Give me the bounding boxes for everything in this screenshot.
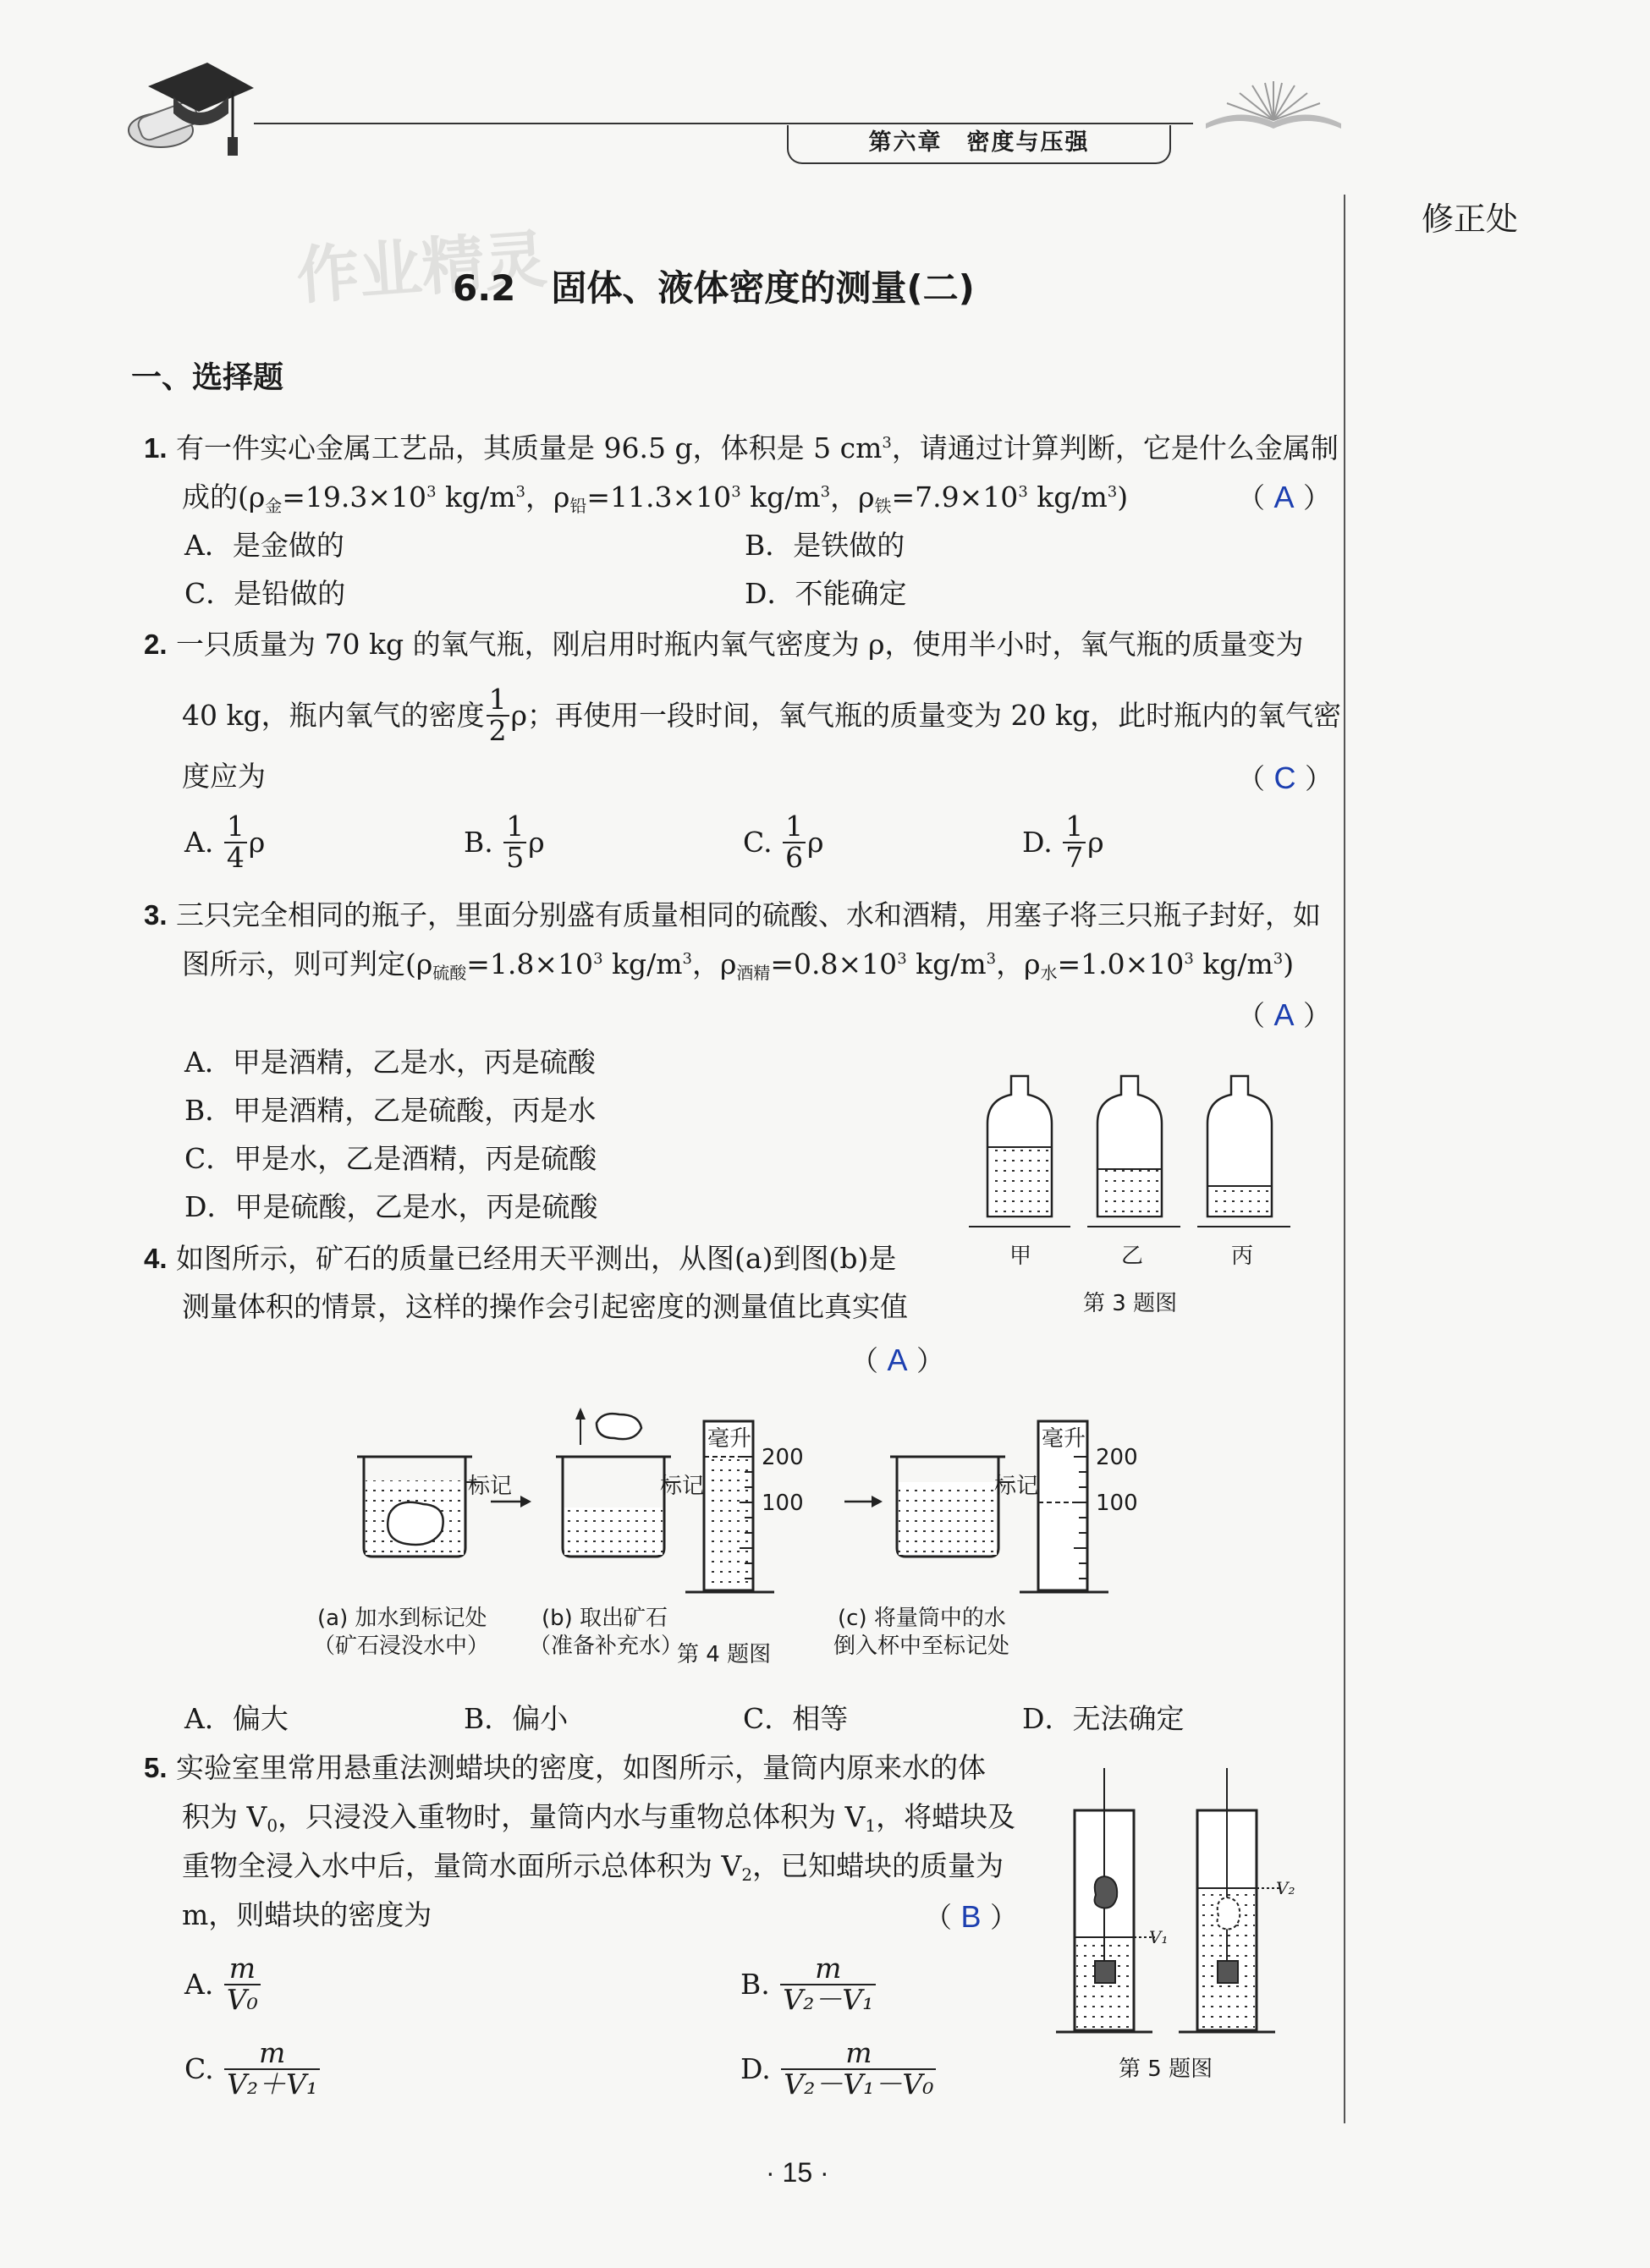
q2-opt-b-frac: [503, 812, 526, 872]
q3-option-c: C．甲是水，乙是酒精，丙是硫酸: [184, 1142, 597, 1175]
q5-number: 5.: [144, 1752, 168, 1783]
q2-opt-a-n: 1: [226, 810, 245, 843]
q1-sup: 3: [882, 434, 892, 452]
q2-line2-b: ρ；再使用一段时间，氧气瓶的质量变为 20 kg，此时瓶内的氧气密: [510, 698, 1342, 732]
arrow-b-to-c: [844, 1496, 883, 1507]
q1-option-d: D．不能确定: [745, 577, 907, 610]
q5-figure: [1049, 1768, 1337, 2098]
cylinder1-tick-100: 100: [762, 1491, 804, 1516]
close-1: ): [1117, 481, 1129, 513]
mark-label-a: 标记: [468, 1474, 513, 1499]
sub-lead: 铅: [569, 496, 587, 516]
q3-option-b: B．甲是酒精，乙是硫酸，丙是水: [184, 1094, 597, 1127]
page-title: 6.2 固体、液体密度的测量(二): [453, 267, 975, 309]
q3-line2-a: 图所示，则可判定(ρ: [182, 947, 433, 980]
sep-1: ，ρ: [525, 481, 570, 513]
caption-c-line1: (c) 将量筒中的水: [838, 1606, 1006, 1631]
margin-divider: [1344, 195, 1345, 2123]
q5-stem-line1: [144, 1751, 986, 1785]
q5-opt-d-n: m: [845, 2036, 872, 2069]
q5-answer: B: [960, 1899, 982, 1934]
q5-opt-a-d: V₀: [224, 1984, 261, 2015]
q4-answer: A: [887, 1343, 908, 1377]
q2-answer-bracket: （ C ）: [1237, 761, 1333, 795]
unit-1: kg/m: [436, 481, 516, 513]
caption-b-line1: (b) 取出矿石: [542, 1606, 668, 1631]
q3-answer-bracket: （ A ）: [1237, 997, 1332, 1032]
q4-number: 4.: [144, 1243, 168, 1274]
val-iron: =7.9×10: [891, 481, 1019, 513]
q1-answer: A: [1273, 480, 1295, 514]
wax-cylinder-left: [1056, 1768, 1155, 2032]
correction-label: 修正处: [1422, 200, 1519, 238]
q3-figure-caption: 第 3 题图: [1083, 1291, 1178, 1316]
chapter-label: 第六章 密度与压强: [868, 129, 1090, 156]
q2-opt-d-frac: [1063, 812, 1086, 872]
q3-line1: 三只完全相同的瓶子，里面分别盛有质量相同的硫酸、水和酒精，用塞子将三只瓶子封好，如: [176, 898, 1322, 931]
caption-b-line2: （准备补充水）: [529, 1634, 684, 1659]
q1-line2-a: 成的(ρ: [182, 481, 266, 513]
exp-3b: 3: [1107, 483, 1118, 501]
q1-stem-line1: [144, 431, 1339, 465]
q3-sep-1: ，ρ: [692, 947, 737, 980]
q5-option-d: [740, 2036, 938, 2101]
caption-c-line2: 倒入杯中至标记处: [833, 1634, 1010, 1659]
cylinder2-unit: 毫升: [1042, 1426, 1086, 1452]
header-rule: [254, 123, 1193, 124]
q3-exp-3b: 3: [1273, 950, 1284, 968]
q5-opt-b-frac: [780, 1954, 876, 2014]
q3-unit-1: kg/m: [602, 947, 683, 980]
q5-opt-d-frac: [781, 2036, 936, 2101]
q2-option-b: [464, 812, 545, 872]
sub-iron: 铁: [874, 496, 892, 516]
q4-stem-line2: 测量体积的情景，这样的操作会引起密度的测量值比真实值: [182, 1290, 908, 1323]
q3-exp-1b: 3: [682, 950, 692, 968]
chapter-tab: [787, 125, 1171, 164]
sub-alcohol: 酒精: [736, 963, 771, 983]
q1-number: 1.: [144, 432, 168, 464]
q3-option-d: D．甲是硫酸，乙是水，丙是硫酸: [184, 1190, 598, 1223]
q3-option-a: A．甲是酒精，乙是水，丙是硫酸: [184, 1046, 596, 1079]
q4-option-d: D．无法确定: [1022, 1702, 1185, 1735]
q2-opt-d-label: D.: [1022, 825, 1053, 859]
q3-close: ): [1283, 947, 1295, 980]
q5-sub-1: 1: [865, 1815, 877, 1836]
q2-opt-b-label: B.: [464, 825, 493, 859]
q5-opt-c-n: m: [258, 2036, 286, 2069]
cylinder1-tick-200: 200: [762, 1445, 804, 1470]
page-number: · 15 ·: [766, 2157, 829, 2188]
q2-frac-d: 2: [487, 715, 509, 746]
open-book-icon: [1202, 81, 1345, 132]
q5-sub-2: 2: [741, 1864, 753, 1885]
q3-stem-line1: [144, 898, 1321, 932]
q5-opt-a-frac: [224, 1954, 261, 2014]
q4-line1: 如图所示，矿石的质量已经用天平测出，从图(a)到图(b)是: [176, 1242, 897, 1275]
q1-text: 有一件实心金属工艺品，其质量是 96.5 g，体积是 5 cm: [176, 431, 883, 464]
q3-exp-3: 3: [1184, 950, 1194, 968]
q2-opt-c-label: C.: [743, 825, 773, 859]
q2-stem-line1: [144, 628, 1304, 662]
q1-option-b: B．是铁做的: [745, 529, 905, 562]
q2-opt-a-label: A.: [184, 825, 214, 859]
q2-opt-d-d: 7: [1063, 842, 1086, 873]
unit-3: kg/m: [1027, 481, 1108, 513]
q5-line3-b: ，已知蜡块的质量为: [752, 1849, 1004, 1882]
unit-2: kg/m: [740, 481, 821, 513]
q5-line2-b: ，只浸没入重物时，量筒内水与重物总体积为 V: [278, 1800, 866, 1833]
q5-opt-b-d: V₂－V₁: [780, 1984, 876, 2015]
q2-opt-c-d: 6: [783, 842, 806, 873]
q2-opt-a-d: 4: [224, 842, 247, 873]
q5-opt-b-label: B.: [740, 1967, 770, 2001]
q5-answer-bracket: （ B ）: [924, 1899, 1019, 1934]
q5-sub-0: 0: [267, 1815, 278, 1836]
caption-a-line2: （矿石浸没水中）: [313, 1634, 490, 1659]
q5-opt-c-d: V₂＋V₁: [224, 2068, 320, 2100]
q5-stem-line3: [182, 1849, 1004, 1885]
q4-stem-line1: [144, 1242, 896, 1276]
exp-3: 3: [1018, 483, 1028, 501]
val-gold: =19.3×10: [282, 481, 427, 513]
q5-option-c: [184, 2036, 322, 2101]
label-yi: 乙: [1121, 1244, 1144, 1269]
q2-option-c: [743, 812, 823, 872]
mark-label-c: 标记: [994, 1474, 1039, 1499]
q2-opt-b-rho: ρ: [528, 825, 545, 859]
q5-figure-caption: 第 5 题图: [1119, 2057, 1213, 2082]
q5-option-a: [184, 1954, 262, 2014]
q3-exp-1: 3: [593, 950, 603, 968]
label-jia: 甲: [1009, 1244, 1032, 1269]
q2-opt-b-n: 1: [506, 810, 525, 843]
q5-opt-c-frac: [224, 2036, 320, 2101]
val-acid: =1.8×10: [466, 947, 594, 980]
q4-figure: [313, 1404, 1142, 1675]
label-v1: V₁: [1149, 1927, 1169, 1947]
sub-water: 水: [1040, 963, 1058, 983]
q5-line2-c: ，将蜡块及: [876, 1800, 1016, 1833]
q3-exp-2: 3: [897, 950, 907, 968]
exp-2: 3: [731, 483, 741, 501]
q2-opt-d-rho: ρ: [1087, 825, 1104, 859]
q5-opt-d-d: V₂－V₁－V₀: [781, 2068, 936, 2100]
q2-line1: 一只质量为 70 kg 的氧气瓶，刚启用时瓶内氧气密度为 ρ，使用半小时，氧气瓶的质量变为: [176, 628, 1304, 661]
exp-2b: 3: [820, 483, 831, 501]
q5-line3-a: 重物全浸入水中后，量筒水面所示总体积为 V: [182, 1849, 742, 1882]
q2-opt-a-rho: ρ: [248, 825, 266, 859]
wax-cylinder-right: [1179, 1768, 1282, 2032]
bottle-bing: [1207, 1076, 1272, 1216]
cylinder1-unit: 毫升: [707, 1426, 752, 1452]
mark-label-b: 标记: [660, 1474, 705, 1499]
q2-line2-a: 40 kg，瓶内氧气的密度: [182, 698, 485, 732]
q3-figure: [969, 1064, 1341, 1318]
beaker-a: [357, 1457, 482, 1557]
q2-answer: C: [1273, 761, 1296, 795]
q3-sep-2: ，ρ: [996, 947, 1041, 980]
bottle-jia: [987, 1076, 1052, 1216]
q1-text-end: ，请通过计算判断，它是什么金属制: [891, 431, 1339, 464]
q3-exp-2b: 3: [986, 950, 997, 968]
graduation-cap-icon: [114, 52, 258, 162]
bottle-yi: [1097, 1076, 1162, 1216]
q2-stem-line2: [182, 685, 1341, 745]
q2-fraction: [487, 685, 509, 745]
val-alcohol: =0.8×10: [770, 947, 898, 980]
label-v2: V₂: [1276, 1878, 1295, 1898]
q5-option-b: [740, 1954, 877, 2014]
q3-stem-line2: [182, 947, 1294, 983]
q3-unit-2: kg/m: [906, 947, 987, 980]
q2-number: 2.: [144, 629, 168, 660]
val-lead: =11.3×10: [586, 481, 732, 513]
q5-opt-b-n: m: [815, 1952, 842, 1985]
q5-stem-line4: m，则蜡块的密度为: [182, 1898, 432, 1931]
q2-opt-b-d: 5: [503, 842, 526, 873]
exp-1: 3: [426, 483, 437, 501]
q2-option-a: [184, 812, 265, 872]
watermark: 作业精灵: [294, 222, 550, 314]
val-water: =1.0×10: [1057, 947, 1185, 980]
q5-line1: 实验室里常用悬重法测蜡块的密度，如图所示，量筒内原来水的体: [176, 1751, 987, 1784]
q4-option-a: A．偏大: [184, 1702, 289, 1735]
q5-opt-d-label: D.: [740, 2051, 771, 2085]
sub-gold: 金: [265, 496, 283, 516]
q1-option-c: C．是铅做的: [184, 577, 346, 610]
exp-1b: 3: [515, 483, 525, 501]
q4-figure-caption: 第 4 题图: [677, 1642, 772, 1667]
label-bing: 丙: [1231, 1244, 1254, 1269]
q2-opt-c-rho: ρ: [807, 825, 824, 859]
q5-opt-a-n: m: [228, 1952, 256, 1985]
q2-options: [184, 812, 1200, 880]
q2-opt-a-frac: [224, 812, 247, 872]
q2-stem-line3: 度应为: [182, 760, 266, 793]
q2-frac-n: 1: [488, 683, 507, 716]
q4-option-c: C．相等: [743, 1702, 849, 1735]
q3-unit-3: kg/m: [1193, 947, 1273, 980]
q2-option-d: [1022, 812, 1104, 872]
q2-opt-d-n: 1: [1065, 810, 1084, 843]
q1-stem-line2: [182, 481, 1128, 516]
q3-answer: A: [1273, 997, 1295, 1032]
q5-opt-c-label: C.: [184, 2051, 214, 2085]
q5-stem-line2: [182, 1800, 1015, 1836]
cylinder2-tick-100: 100: [1096, 1491, 1138, 1516]
q1-option-a: A．是金做的: [184, 529, 344, 562]
q2-opt-c-frac: [783, 812, 806, 872]
q3-number: 3.: [144, 899, 168, 931]
q1-answer-bracket: （ A ）: [1237, 480, 1332, 514]
caption-a-line1: (a) 加水到标记处: [317, 1606, 487, 1631]
sep-2: ，ρ: [830, 481, 875, 513]
section-heading: 一、选择题: [131, 360, 284, 395]
q5-line2-a: 积为 V: [182, 1800, 267, 1833]
q4-answer-bracket: （ A ）: [850, 1343, 945, 1377]
q5-opt-a-label: A.: [184, 1967, 214, 2001]
q2-opt-c-n: 1: [785, 810, 804, 843]
cylinder2-tick-200: 200: [1096, 1445, 1138, 1470]
sub-acid: 硫酸: [432, 963, 467, 983]
q4-option-b: B．偏小: [464, 1702, 569, 1735]
